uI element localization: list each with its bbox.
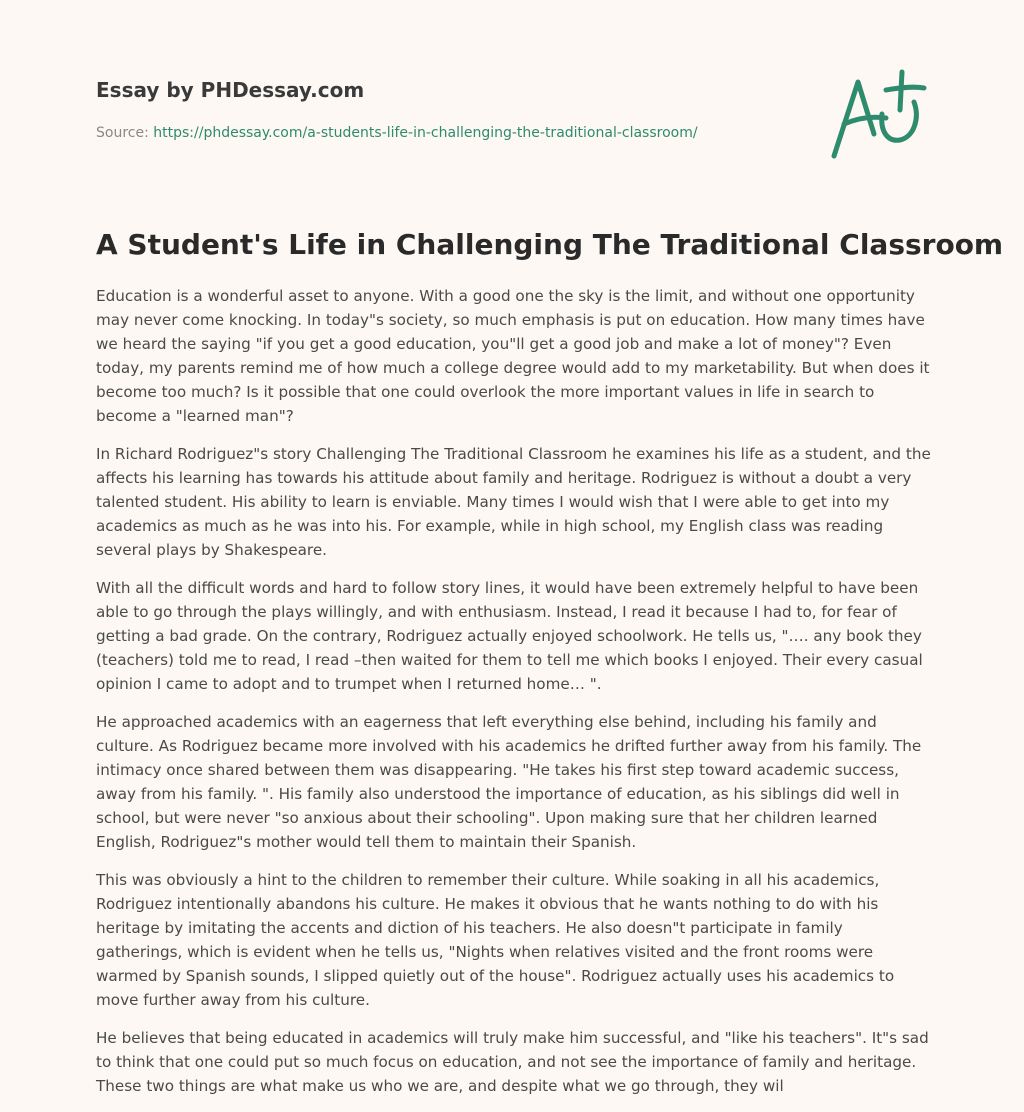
paragraph: Education is a wonderful asset to anyone. With a good one the sky is the limit, and without one opportunity may never come knocking. In today"s society, so much emphasis is put on education. How many times have we heard the saying "if you get a good education, you"ll get a good job and make a lot of money"? Even today, my parents remind me of how much a college degree would add to my marketability. But when does it become too much? Is it possible that one could overlook the more important values in life in search to become a "learned man"? [96, 287, 930, 425]
paragraph: In Richard Rodriguez"s story Challenging The Traditional Classroom he examines his life as a student, and the affects his learning has towards his attitude about family and heritage. Rodriguez is without a doubt a very talented student. His ability to learn is enviable. Many times I would wish that I were able to get into my academics as much as he was into his. For example, while in high school, my English class was reading several plays by Shakespeare. [96, 445, 931, 559]
paragraph: He believes that being educated in academics will truly make him successful, and "like his teachers". It"s sad to think that one could put so much focus on education, and not see the importance of family and heritage. These two things are what make us who we are, and despite what we go through, they wil [96, 1029, 929, 1095]
a-plus-logo-icon [824, 68, 928, 162]
source-label: Source: [96, 125, 154, 141]
essay-title: A Student's Life in Challenging The Traditional Classroom [96, 228, 1004, 261]
source-link[interactable]: https://phdessay.com/a-students-life-in-challenging-the-traditional-classroom/ [153, 125, 698, 141]
paragraph: He approached academics with an eagerness that left everything else behind, including his family and culture. As Rodriguez became more involved with his academics he drifted further away from his family. The intimacy once shared between them was disappearing. "He takes his first step toward academic success, away from his family. ". His family also understood the importance of education, as his siblings did well in school, but were never "so anxious about their schooling". Upon making sure that her children learned English, Rodriguez"s mother would tell them to maintain their Spanish. [96, 713, 922, 851]
source-line [96, 123, 698, 143]
site-brand: Essay by PHDessay.com [96, 78, 365, 102]
paragraph: With all the difficult words and hard to follow story lines, it would have been extremely helpful to have been able to go through the plays willingly, and with enthusiasm. Instead, I read it because I had to, for fear of getting a bad grade. On the contrary, Rodriguez actually enjoyed schoolwork. He tells us, "…. any book they (teachers) told me to read, I read –then waited for them to tell me which books I enjoyed. Their every casual opinion I came to adopt and to trumpet when I returned home… ". [96, 579, 923, 693]
header [96, 76, 928, 176]
essay-body [96, 284, 932, 1112]
paragraph: This was obviously a hint to the children to remember their culture. While soaking in all his academics, Rodriguez intentionally abandons his culture. He makes it obvious that he wants nothing to do with his heritage by imitating the accents and diction of his teachers. He also doesn"t participate in family gatherings, which is evident when he tells us, "Nights when relatives visited and the front rooms were warmed by Spanish sounds, I slipped quietly out of the house". Rodriguez actually uses his academics to move further away from his culture. [96, 871, 895, 1009]
